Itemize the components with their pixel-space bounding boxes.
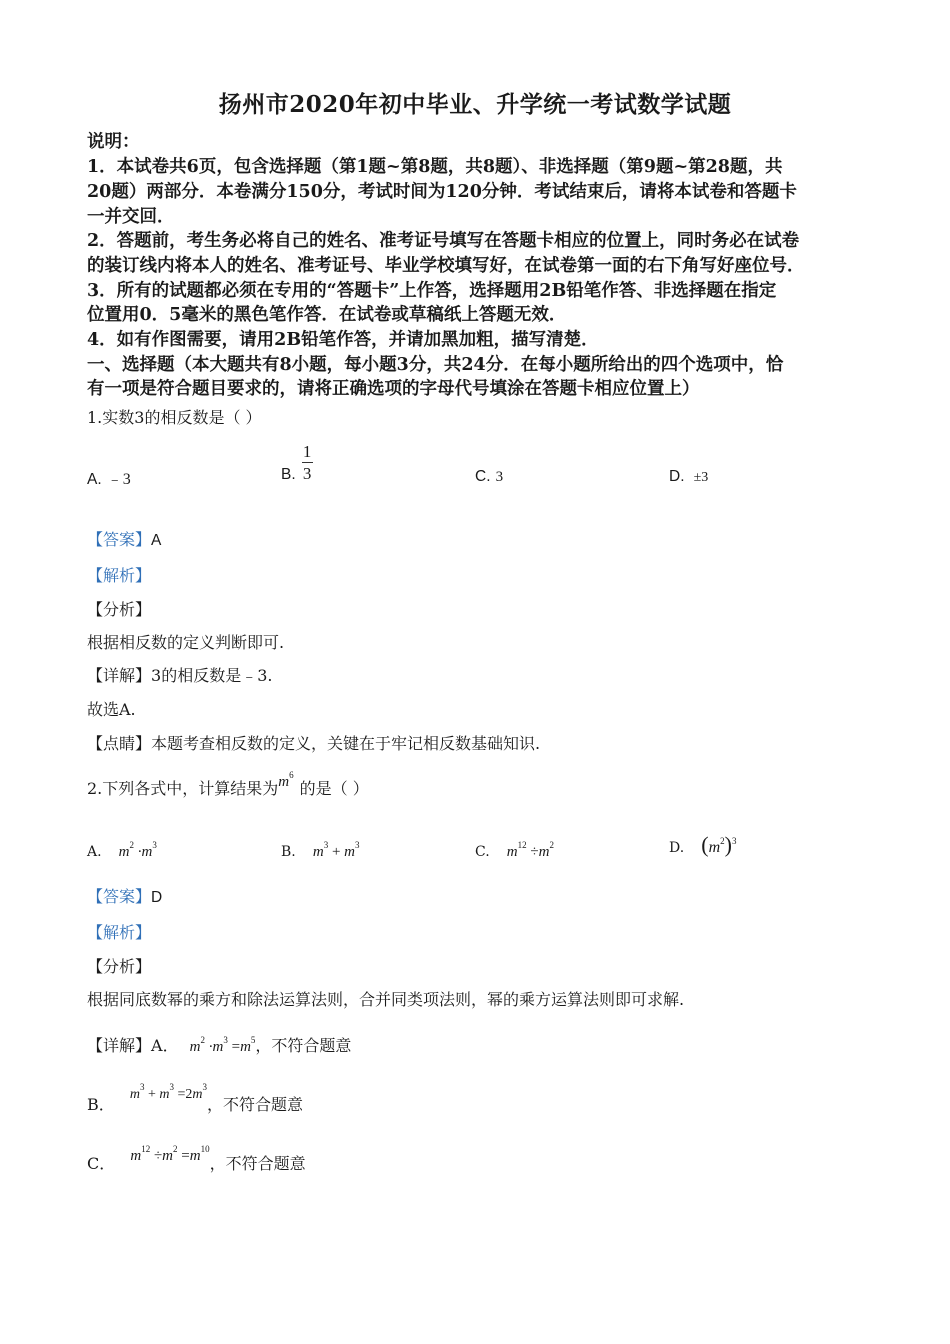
option-value: 3 (495, 469, 504, 485)
section-heading-line: 有一项是符合题目要求的，请将正确选项的字母代号填涂在答题卡相应位置上） (87, 379, 700, 399)
q1-detail (87, 663, 272, 686)
q1-option-c (475, 466, 503, 486)
detail-label: A． (151, 1036, 179, 1055)
option-label: B. (281, 844, 296, 860)
q1-option-d (669, 466, 708, 486)
stem-math (278, 770, 294, 790)
answer-tag: 【答案】 (87, 530, 152, 549)
detail-label: C． (87, 1154, 116, 1173)
denominator: 3 (302, 463, 312, 483)
detail-tag: 【详解】 (87, 1036, 152, 1055)
q2-analysis-tag: 【解析】 (87, 923, 152, 942)
q1-choose: 故选A. (87, 700, 136, 719)
fraction-bar (302, 462, 313, 463)
q2-option-d (669, 832, 737, 858)
instruction-line: 一并交回． (87, 207, 175, 227)
q2-fenxi-text: 根据同底数幂的乘方和除法运算法则，合并同类项法则，幂的乘方运算法则即可求解. (87, 990, 685, 1009)
fraction (302, 442, 313, 483)
q2-detail-c (87, 1144, 306, 1174)
stem-text: 2.下列各式中，计算结果为 (87, 779, 279, 798)
q2-answer (87, 884, 162, 907)
comment-text: 本题考查相反数的定义，关键在于牢记相反数基础知识. (151, 734, 541, 753)
q2-option-a (87, 840, 157, 861)
q1-analysis-tag: 【解析】 (87, 566, 152, 585)
q1-fenxi-text: 根据相反数的定义判断即可. (87, 633, 285, 652)
q1-answer (87, 527, 161, 550)
detail-math: $m^2 \cdot m^3 =m^5$ (189, 1035, 256, 1055)
detail-label: B． (87, 1095, 115, 1114)
comment-tag: 【点睛】 (87, 734, 152, 753)
q2-detail-a (87, 1033, 351, 1056)
option-math: $m^{12} \div m^2$ (506, 840, 554, 860)
detail-math: $m^3 + m^3 =2m^3$ (129, 1082, 208, 1102)
detail-math: $m^{12} \div m^2 =m^{10}$ (130, 1144, 210, 1164)
q2-fenxi-tag: 【分析】 (87, 957, 152, 976)
answer-value: D (151, 889, 163, 906)
q2-detail-b (87, 1082, 304, 1115)
option-label: C. (475, 844, 490, 860)
option-label: D. (669, 840, 685, 856)
q2-stem (87, 770, 369, 799)
q1-stem: 1.实数3的相反数是（ ） (87, 408, 262, 427)
instruction-line: 的装订线内将本人的姓名、准考证号、毕业学校填写好，在试卷第一面的右下角写好座位号． (87, 256, 805, 276)
option-label: B. (281, 466, 296, 483)
instruction-line: 3．所有的试题都必须在专用的“答题卡”上作答，选择题用2B铅笔作答、非选择题在指定 (87, 281, 777, 301)
detail-tag: 【详解】 (87, 666, 152, 685)
q1-option-b (281, 440, 313, 484)
option-value: ±3 (693, 470, 709, 485)
math-var: m (278, 774, 290, 790)
not-fit-text: ，不符合题意 (207, 1095, 304, 1114)
q1-option-a (87, 466, 131, 489)
math-exp: 6 (289, 770, 294, 780)
instruction-line: 4．如有作图需要，请用2B铅笔作答，并请加黑加粗，描写清楚． (87, 330, 599, 350)
instruction-line: 1．本试卷共6页，包含选择题（第1题~第8题，共8题）、非选择题（第9题~第28题，共 (87, 157, 783, 177)
q2-option-b (281, 840, 360, 861)
section-heading-line: 一、选择题（本大题共有8小题，每小题3分，共24分．在每小题所给出的四个选项中，恰 (87, 355, 784, 375)
option-value: ﹣3 (106, 471, 131, 488)
answer-tag: 【答案】 (87, 887, 152, 906)
instructions-heading: 说明： (87, 132, 140, 152)
option-label: D. (669, 468, 685, 485)
numerator: 1 (302, 441, 312, 461)
option-math: $m^3 + m^3$ (312, 840, 360, 860)
instruction-line: 2．答题前，考生务必将自己的姓名、准考证号填写在答题卡相应的位置上，同时务必在试卷 (87, 231, 800, 251)
instruction-line: 位置用0．5毫米的黑色笔作答．在试卷或草稿纸上答题无效． (87, 305, 567, 325)
option-label: A. (87, 471, 102, 488)
answer-value: A (151, 532, 162, 549)
page-title: 扬州市2020年初中毕业、升学统一考试数学试题 (218, 91, 732, 118)
q2-option-c (475, 840, 554, 861)
option-label: C. (475, 468, 491, 485)
not-fit-text: ，不符合题意 (209, 1154, 306, 1173)
detail-text: 3的相反数是﹣3. (151, 666, 273, 685)
option-label: A. (87, 844, 102, 860)
not-fit-text: ，不符合题意 (255, 1036, 352, 1055)
stem-text: 的是（ ） (299, 779, 369, 798)
option-math: $(m^2)^3$ (701, 832, 737, 857)
q1-comment (87, 731, 540, 754)
q1-fenxi-tag: 【分析】 (87, 600, 152, 619)
option-math: $m^2 \cdot m^3$ (118, 840, 157, 860)
instruction-line: 20题）两部分．本卷满分150分，考试时间为120分钟．考试结束后，请将本试卷和答题卡 (87, 182, 797, 202)
